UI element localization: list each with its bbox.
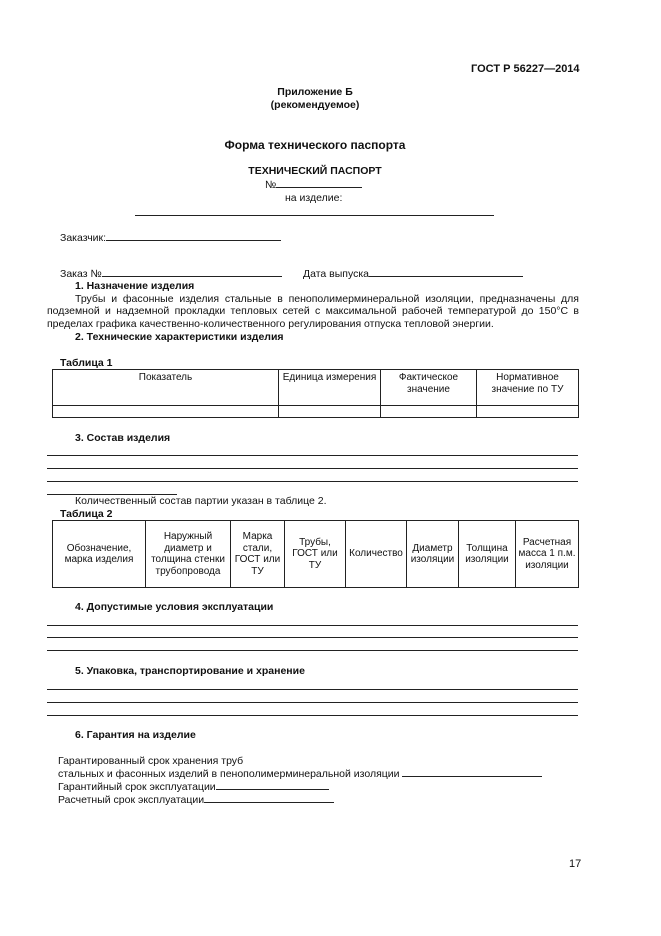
section2-heading: 2. Технические характеристики изделия <box>75 331 284 343</box>
table2-header-insulation-diameter: Диаметр изоляции <box>407 521 459 588</box>
warranty-term <box>58 780 329 793</box>
order-field <box>60 267 282 280</box>
product-label: на изделие: <box>285 192 343 204</box>
storage-term-line2 <box>58 767 542 780</box>
table1-cell[interactable] <box>381 406 477 418</box>
passport-number <box>265 178 362 191</box>
page-number: 17 <box>569 858 582 870</box>
customer-field <box>60 231 281 244</box>
form-title: Форма технического паспорта <box>224 138 406 152</box>
section4-heading: 4. Допустимые условия эксплуатации <box>75 601 274 613</box>
table2-header-designation: Обозначение, марка изделия <box>53 521 146 588</box>
appendix-subtitle: (рекомендуемое) <box>270 99 360 111</box>
section3-heading: 3. Состав изделия <box>75 432 171 444</box>
customer-blank[interactable] <box>106 231 281 241</box>
table1-title: Таблица 1 <box>60 357 113 369</box>
fill-line[interactable] <box>47 481 578 482</box>
table2-header-pipes: Трубы, ГОСТ или ТУ <box>285 521 346 588</box>
order-label: Заказ № <box>60 268 102 280</box>
storage-term-blank[interactable] <box>402 767 542 777</box>
product-name-line[interactable] <box>135 215 494 216</box>
fill-line[interactable] <box>47 702 578 703</box>
table2-title: Таблица 2 <box>60 508 113 520</box>
table1-cell[interactable] <box>279 406 381 418</box>
release-date-field <box>303 267 523 280</box>
appendix-title: Приложение Б <box>277 86 353 98</box>
section1-text: Трубы и фасонные изделия стальные в пенополимерминеральной изоляции, предназначены для подземной и надземной прокладки тепловых сетей с максимальной рабочей температурой до 150°С в пределах графика качественно-количественного регулирования отпуска тепловой энергии. <box>47 293 579 330</box>
table1-cell[interactable] <box>477 406 579 418</box>
customer-label: Заказчик: <box>60 232 107 244</box>
section3-note: Количественный состав партии указан в таблице 2. <box>75 495 327 507</box>
warranty-term-label: Гарантийный срок эксплуатации <box>58 781 216 793</box>
fill-line[interactable] <box>47 625 578 626</box>
table1-header-unit: Единица измерения <box>279 370 381 406</box>
fill-line[interactable] <box>47 637 578 638</box>
table2-header-mass: Расчетная масса 1 п.м. изоляции <box>516 521 579 588</box>
table1-header-indicator: Показатель <box>53 370 279 406</box>
service-life <box>58 793 334 806</box>
section6-heading: 6. Гарантия на изделие <box>75 729 196 741</box>
table1 <box>52 369 579 418</box>
table2-header-diameter: Наружный диаметр и толщина стенки трубопровода <box>146 521 231 588</box>
fill-line[interactable] <box>47 650 578 651</box>
table2-header-quantity: Количество <box>346 521 407 588</box>
table1-header-normative: Нормативное значение по ТУ <box>477 370 579 406</box>
section5-heading: 5. Упаковка, транспортирование и хранение <box>75 665 305 677</box>
warranty-term-blank[interactable] <box>216 780 329 790</box>
table2-header-steel: Марка стали, ГОСТ или ТУ <box>231 521 285 588</box>
passport-title: ТЕХНИЧЕСКИЙ ПАСПОРТ <box>248 165 382 177</box>
fill-line[interactable] <box>47 455 578 456</box>
table1-cell[interactable] <box>53 406 279 418</box>
table1-header-actual: Фактическое значение <box>381 370 477 406</box>
fill-line[interactable] <box>47 715 578 716</box>
section1-heading: 1. Назначение изделия <box>75 280 195 292</box>
number-label: № <box>265 179 277 191</box>
storage-term-label: стальных и фасонных изделий в пенополимерминеральной изоляции <box>58 768 400 780</box>
storage-term-line1: Гарантированный срок хранения труб <box>58 755 244 767</box>
table2 <box>52 520 579 588</box>
release-date-blank[interactable] <box>369 267 523 277</box>
fill-line[interactable] <box>47 468 578 469</box>
fill-line[interactable] <box>47 689 578 690</box>
table2-header-insulation-thickness: Толщина изоляции <box>459 521 516 588</box>
number-blank[interactable] <box>276 178 362 188</box>
standard-code: ГОСТ Р 56227—2014 <box>471 63 580 75</box>
order-blank[interactable] <box>102 267 282 277</box>
service-life-blank[interactable] <box>204 793 334 803</box>
release-date-label: Дата выпуска <box>303 268 370 280</box>
service-life-label: Расчетный срок эксплуатации <box>58 794 205 806</box>
